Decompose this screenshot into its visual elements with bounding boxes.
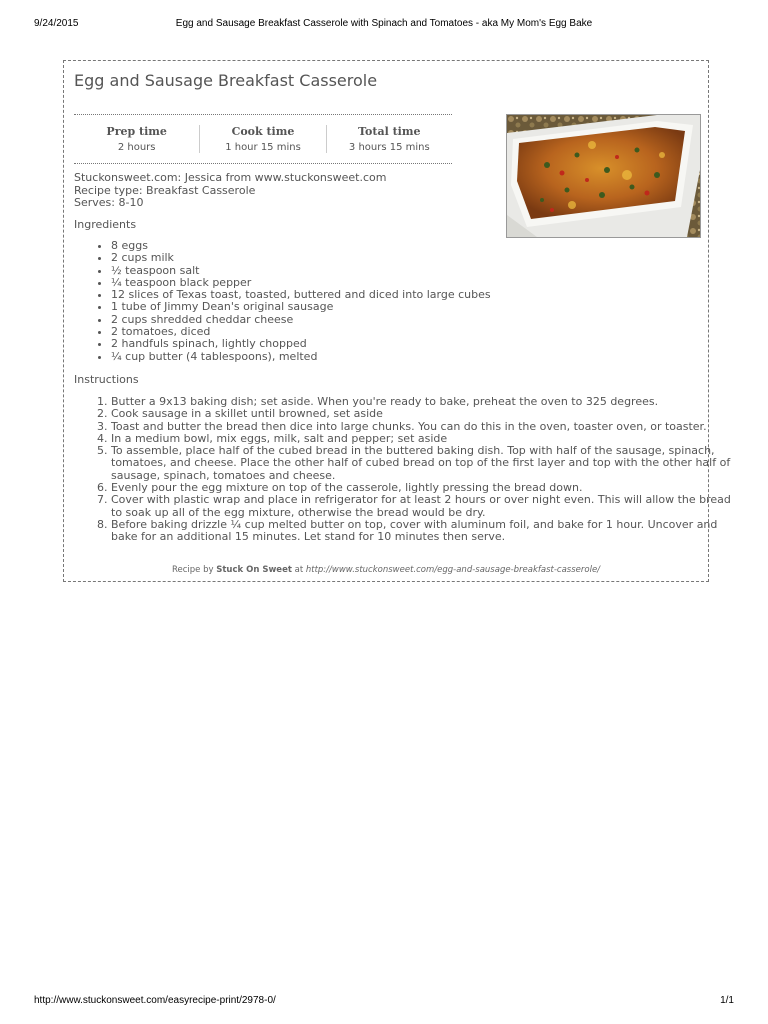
prep-time	[74, 125, 199, 153]
ingredient-item: • 2 cups milk	[111, 252, 491, 264]
prep-time-value: 2 hours	[117, 142, 156, 153]
instruction-step: 4. In a medium bowl, mix eggs, milk, salt and pepper; set aside	[111, 433, 741, 445]
instruction-step: 7. Cover with plastic wrap and place in refrigerator for at least 2 hours or over night even. This will allow the bread to soak up all of the egg mixture, otherwise the bread would be dry.	[111, 494, 741, 519]
ingredient-item: • 1 tube of Jimmy Dean's original sausage	[111, 301, 491, 313]
casserole-photo	[506, 114, 701, 238]
author-line: Stuckonsweet.com: Jessica from www.stuckonsweet.com	[74, 171, 387, 184]
serves-line: Serves: 8-10	[74, 196, 144, 209]
instruction-step: 2. Cook sausage in a skillet until browned, set aside	[111, 408, 741, 420]
credit-source: Stuck On Sweet	[216, 565, 292, 575]
recipe-meta	[74, 172, 386, 210]
ingredient-item: • ¼ teaspoon black pepper	[111, 277, 491, 289]
ingredient-item: • ¼ cup butter (4 tablespoons), melted	[111, 351, 491, 363]
instruction-step: 5. To assemble, place half of the cubed bread in the buttered baking dish. Top with half of the sausage, spinach, tomatoes, and cheese. Place the other half of cubed bread on top of the first layer and top with the other half of sausage, spinach, tomatoes and cheese.	[111, 445, 741, 482]
ingredient-item: • 2 cups shredded cheddar cheese	[111, 314, 491, 326]
instruction-step: 8. Before baking drizzle ¼ cup melted butter on top, cover with aluminum foil, and bake for 1 hour. Uncover and bake for an additional 15 minutes. Let stand for 10 minutes then serve.	[111, 519, 741, 544]
prep-time-label: Prep time	[106, 125, 167, 138]
total-time-value: 3 hours 15 mins	[348, 142, 430, 153]
total-time	[326, 125, 452, 153]
recipe-card	[63, 60, 731, 582]
credit-prefix: Recipe by	[171, 565, 214, 575]
instruction-step: 6. Evenly pour the egg mixture on top of the casserole, lightly pressing the bread down.	[111, 482, 741, 494]
instruction-step: 3. Toast and butter the bread then dice into large chunks. You can do this in the oven, toaster oven, or toaster.	[111, 421, 741, 433]
print-footer-url: http://www.stuckonsweet.com/easyrecipe-print/2978-0/	[34, 995, 276, 1006]
instructions-list	[74, 396, 741, 544]
recipe-title: Egg and Sausage Breakfast Casserole	[74, 71, 378, 90]
credit-at: at	[294, 565, 304, 575]
cook-time	[199, 125, 325, 153]
instructions-heading: Instructions	[74, 373, 139, 386]
recipe-credit	[64, 565, 708, 575]
recipe-type-line: Recipe type: Breakfast Casserole	[74, 183, 256, 197]
ingredients-heading: Ingredients	[74, 218, 137, 231]
ingredient-item: • 2 tomatoes, diced	[111, 326, 491, 338]
ingredient-item: • 2 handfuls spinach, lightly chopped	[111, 338, 491, 350]
recipe-times	[74, 114, 452, 164]
ingredient-item: • ½ teaspoon salt	[111, 265, 491, 277]
total-time-label: Total time	[358, 125, 421, 138]
credit-url-link[interactable]: http://www.stuckonsweet.com/egg-and-sausage-breakfast-casserole/	[305, 565, 601, 575]
print-page-title: Egg and Sausage Breakfast Casserole with Spinach and Tomatoes - aka My Mom's Egg Bake	[175, 18, 593, 29]
cook-time-label: Cook time	[231, 125, 295, 138]
instruction-step: 1. Butter a 9x13 baking dish; set aside. When you're ready to bake, preheat the oven to 325 degrees.	[111, 396, 741, 408]
cook-time-value: 1 hour 15 mins	[225, 142, 301, 153]
print-page-number: 1/1	[720, 995, 734, 1006]
ingredients-list	[74, 240, 491, 363]
print-date: 9/24/2015	[34, 18, 79, 29]
ingredient-item: • 12 slices of Texas toast, toasted, buttered and diced into large cubes	[111, 289, 491, 301]
ingredient-item: • 8 eggs	[111, 240, 491, 252]
